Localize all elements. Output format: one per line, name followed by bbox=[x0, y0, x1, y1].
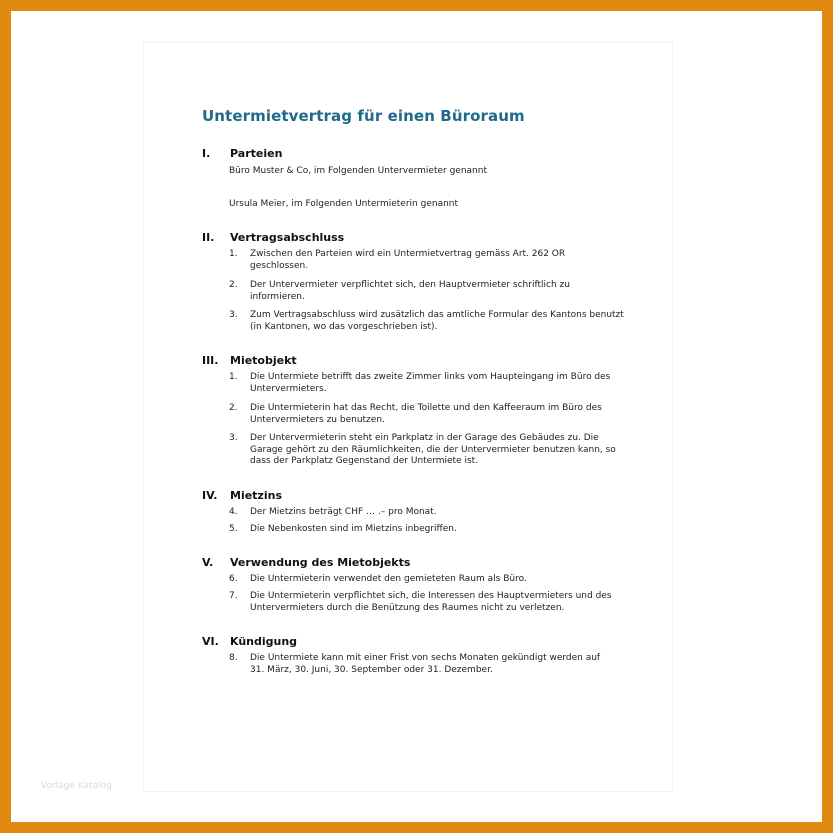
document-title: Untermietvertrag für einen Büroraum bbox=[202, 107, 525, 125]
item-line: geschlossen. bbox=[250, 260, 309, 271]
item-line: Die Untermieterin verwendet den gemieteten Raum als Büro. bbox=[250, 574, 527, 584]
section-title: Kündigung bbox=[230, 635, 298, 648]
item-line: Die Untermieterin hat das Recht, die Toilette und den Kaffeeraum im Büro des bbox=[250, 403, 602, 413]
item-line: dass der Parkplatz Gegenstand der Untermiete ist. bbox=[250, 456, 479, 466]
section-number: I. bbox=[202, 147, 211, 160]
item-number: 2. bbox=[229, 403, 238, 413]
section-heading-verwendung bbox=[202, 556, 410, 569]
watermark: Vorlage Katalog bbox=[41, 781, 112, 791]
section-heading-mietobjekt bbox=[202, 354, 297, 367]
section-number: V. bbox=[202, 556, 214, 569]
item-number: 1. bbox=[229, 372, 238, 382]
item-line: Untervermieters. bbox=[250, 383, 327, 394]
item-line: Der Mietzins beträgt CHF … .– pro Monat. bbox=[250, 507, 437, 517]
section-number: II. bbox=[202, 231, 215, 244]
document-page bbox=[143, 42, 673, 792]
item-line: Die Untermiete kann mit einer Frist von sechs Monaten gekündigt werden auf bbox=[250, 653, 601, 663]
item-number: 5. bbox=[229, 524, 238, 534]
item-line: Zwischen den Parteien wird ein Untermietvertrag gemäss Art. 262 OR bbox=[250, 249, 566, 259]
section-heading-mietzins bbox=[202, 489, 282, 502]
item-number: 3. bbox=[229, 433, 238, 443]
item-number: 2. bbox=[229, 280, 238, 290]
item-number: 8. bbox=[229, 653, 238, 663]
item-line: Die Untermieterin verpflichtet sich, die Interessen des Hauptvermieters und des bbox=[250, 591, 612, 601]
section-heading-parteien bbox=[202, 147, 282, 160]
section-title: Parteien bbox=[230, 147, 283, 160]
section-heading-vertragsabschluss bbox=[202, 231, 344, 244]
item-number: 6. bbox=[229, 574, 238, 584]
item-line: Garage gehört zu den Räumlichkeiten, die der Untervermieter benutzen kann, so bbox=[250, 444, 616, 455]
item-line: Zum Vertragsabschluss wird zusätzlich das amtliche Formular des Kantons benutzt bbox=[250, 310, 624, 320]
section-title: Vertragsabschluss bbox=[230, 231, 345, 244]
item-line: Die Nebenkosten sind im Mietzins inbegriffen. bbox=[250, 524, 457, 534]
item-number: 4. bbox=[229, 507, 238, 517]
item-number: 7. bbox=[229, 591, 238, 601]
item-line: Der Untervermieterin steht ein Parkplatz in der Garage des Gebäudes zu. Die bbox=[250, 433, 599, 443]
section-number: III. bbox=[202, 354, 219, 367]
item-line: 31. März, 30. Juni, 30. September oder 31. Dezember. bbox=[250, 664, 493, 675]
section-title: Mietobjekt bbox=[230, 354, 297, 367]
section-number: IV. bbox=[202, 489, 218, 502]
section-title: Verwendung des Mietobjekts bbox=[230, 556, 411, 569]
section-heading-kuendigung bbox=[202, 635, 297, 648]
section-title: Mietzins bbox=[230, 489, 282, 502]
party-landlord: Büro Muster & Co, im Folgenden Untervermieter genannt bbox=[229, 166, 487, 176]
item-line: (in Kantonen, wo das vorgeschrieben ist). bbox=[250, 321, 438, 332]
item-number: 3. bbox=[229, 310, 238, 320]
section-number: VI. bbox=[202, 635, 219, 648]
item-number: 1. bbox=[229, 249, 238, 259]
item-line: informieren. bbox=[250, 291, 305, 302]
item-line: Untervermieters durch die Benützung des Raumes nicht zu verletzen. bbox=[250, 602, 565, 613]
item-line: Die Untermiete betrifft das zweite Zimmer links vom Haupteingang im Büro des bbox=[250, 372, 611, 382]
item-line: Untervermieters zu benutzen. bbox=[250, 414, 385, 425]
party-tenant: Ursula Meier, im Folgenden Untermieterin genannt bbox=[229, 199, 459, 209]
item-line: Der Untervermieter verpflichtet sich, den Hauptvermieter schriftlich zu bbox=[250, 280, 570, 290]
